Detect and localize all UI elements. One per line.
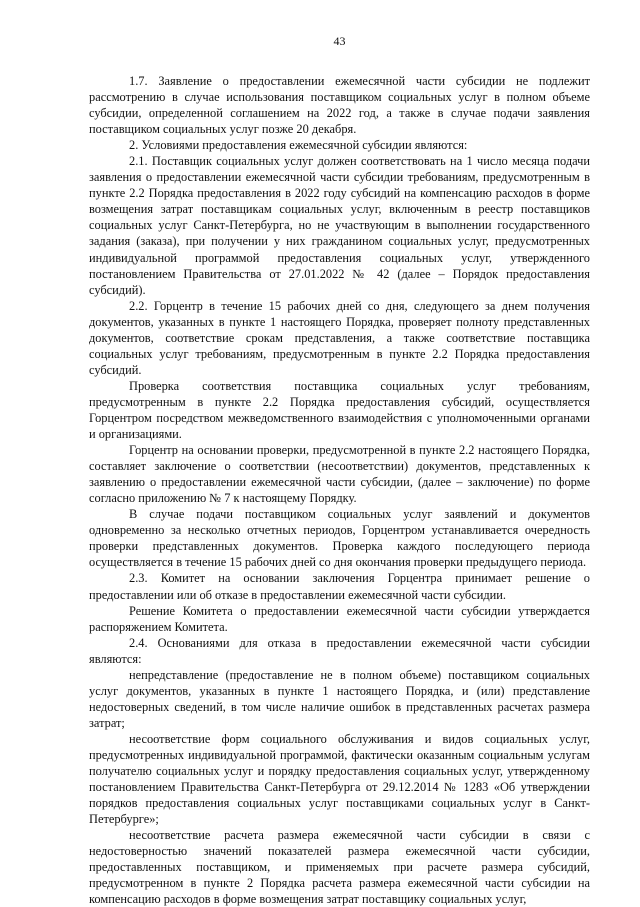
paragraph-conclusion: Горцентр на основании проверки, предусмотренной в пункте 2.2 настоящего Порядка, составляет заключение о соответствии (несоответствии) документов, представленных к заявлению о предоставлении ежемесячной части субсидии, (далее – заключение) по форме согласно приложению № 7 к настоящему Порядку.: [89, 443, 590, 506]
paragraph-2-4: 2.4. Основаниями для отказа в предоставлении ежемесячной части субсидии являются:: [89, 635, 590, 666]
paragraph-1-7: 1.7. Заявление о предоставлении ежемесячной части субсидии не подлежит рассмотрению в случае использования поставщиком социальных услуг в полном объеме субсидии, определенной соглашением на 2022 год, а также в случае подачи заявления поставщиком социальных услуг позже 20 декабря.: [89, 74, 590, 137]
paragraph-2-1: 2.1. Поставщик социальных услуг должен соответствовать на 1 число месяца подачи заявления о предоставлении ежемесячной части субсидии требованиям, предусмотренным в пункте 2.2 Порядка предоставления в 2022 году субсидий на компенсацию расходов в форме возмещения затрат поставщикам социальных услуг, включенным в реестр поставщиков социальных услуг Санкт-Петербурга, но не участвующим в выполнении государственного задания (заказа), при получении у них гражданином социальных услуг, предусмотренных индивидуальной программой предоставления социальных услуг, утвержденного постановлением Правительства от 27.01.2022 № 42 (далее – Порядок предоставления субсидий).: [89, 154, 590, 297]
paragraph-check: Проверка соответствия поставщика социальных услуг требованиям, предусмотренным в пункте 2.2 Порядка предоставления субсидий, осуществляется Горцентром посредством межведомственного взаимодействия с уполномоченными органами и организациями.: [89, 378, 590, 442]
page-number: 43: [333, 34, 346, 48]
paragraph-2: 2. Условиями предоставления ежемесячной субсидии являются:: [129, 138, 468, 153]
paragraph-2-3: 2.3. Комитет на основании заключения Горцентра принимает решение о предоставлении или об отказе в предоставлении ежемесячной части субсидии.: [89, 571, 590, 602]
paragraph-ground-1: непредставление (предоставление не в полном объеме) поставщиком социальных услуг документов, указанных в пункте 1 настоящего Порядка, и (или) представление недостоверных сведений, в том числе наличие ошибок в представленных расчетах размера затрат;: [89, 667, 590, 730]
paragraph-2-2: 2.2. Горцентр в течение 15 рабочих дней со дня, следующего за днем получения документов, указанных в пункте 1 настоящего Порядка, проверяет полноту представленных документов, соответствие срокам представления, а также соответствие поставщика социальных услуг требованиям, предусмотренным в пункте 2.2 Порядка предоставления субсидий.: [89, 298, 590, 377]
paragraph-ground-2: несоответствие форм социального обслуживания и видов социальных услуг, предусмотренных индивидуальной программой, фактически оказанным социальным услугам получателю социальных услуг и порядку предоставления социальных услуг, утвержденному постановлением Правительства Санкт-Петербурга от 29.12.2014 № 1283 «Об утверждении порядков предоставления социальных услуг поставщиками социальных услуг в Санкт-Петербурге»;: [89, 731, 590, 827]
document-body: [89, 73, 590, 907]
paragraph-ground-3: несоответствие расчета размера ежемесячной части субсидии в связи с недостоверностью значений показателей размера ежемесячной части субсидии, предоставленных поставщиком, и применяемых при расчете размера субсидий, предусмотренном в пункте 2 Порядка расчета размера ежемесячной части субсидии на компенсацию расходов в форме возмещения затрат поставщику социальных услуг,: [89, 828, 590, 907]
paragraph-multiple-periods: В случае подачи поставщиком социальных услуг заявлений и документов одновременно за несколько отчетных периодов, Горцентром устанавливается очередность проверки представленных документов. Проверка каждого последующего периода осуществляется в течение 15 рабочих дней со дня окончания проверки предыдущего периода.: [89, 507, 590, 570]
paragraph-decision: Решение Комитета о предоставлении ежемесячной части субсидии утверждается распоряжением Комитета.: [89, 603, 590, 634]
